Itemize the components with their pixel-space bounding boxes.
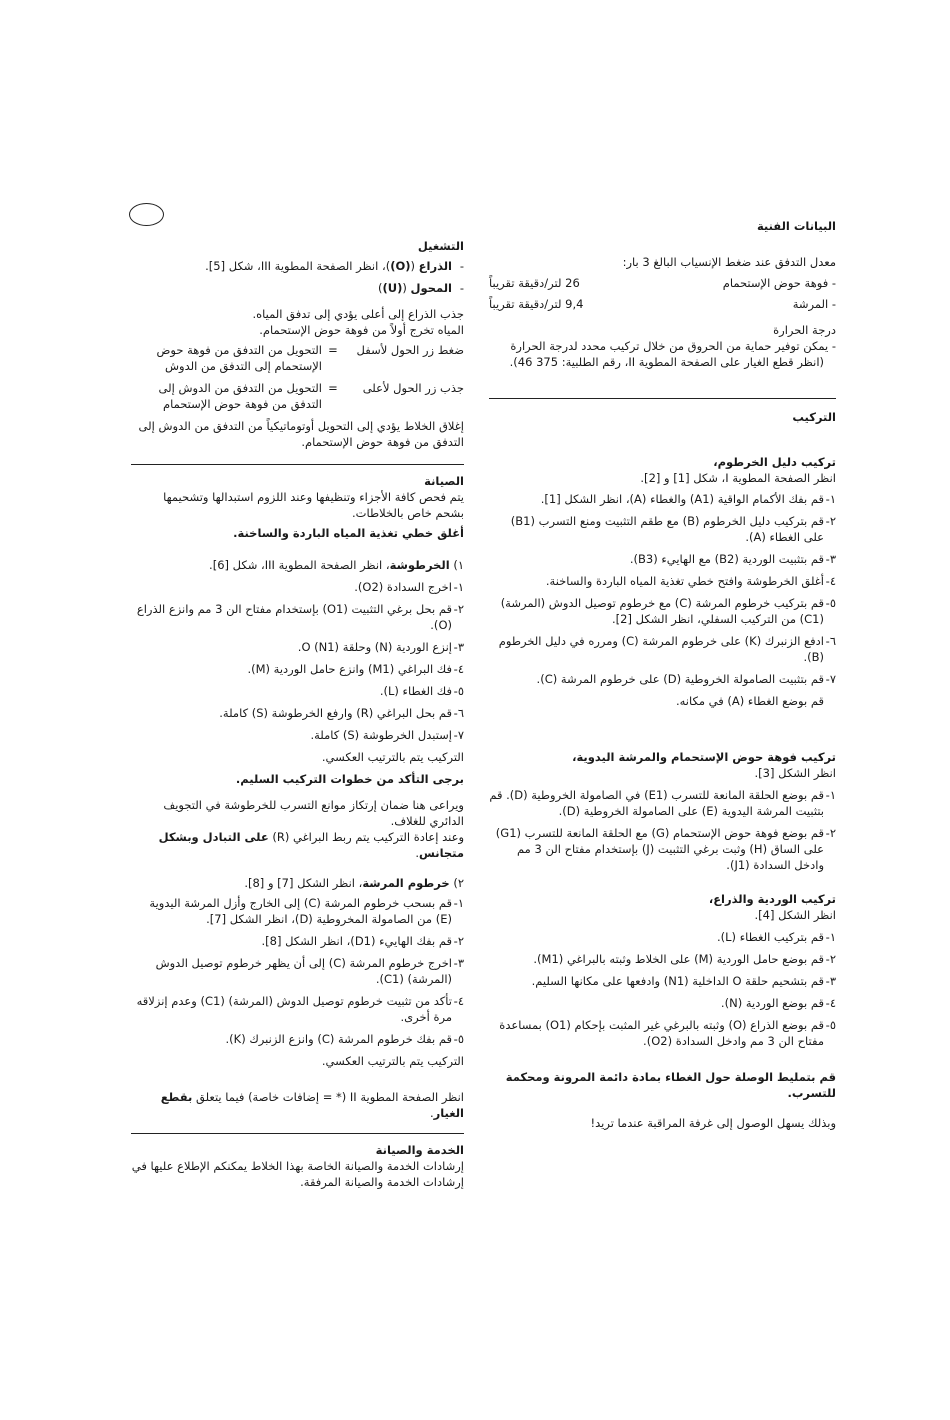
tech-title: البيانات الفنية <box>756 219 836 233</box>
service-title: الخدمة والصيانة <box>375 1143 464 1157</box>
maintenance-intro: يتم فحص كافة الأجزاء وتنظيفها وعند اللزوم استبدالها وتشحيمها بشحم خاص بالخلاطات. <box>163 490 464 520</box>
list-item: ٥- قم بتركيب خرطوم المرشة (C) مع خرطوم توصيل الدوش (المرشة) (C1) من التركيب السفلي، انظر الشكل [2]. <box>500 596 836 626</box>
list-item: ٢- قم بحل برغي التثبيت (O1) بإستخدام مفتاح الن 3 مم وانزع الذراع (O). <box>136 602 464 632</box>
operation-title: التشغيل <box>417 239 464 253</box>
switch-row-down: ضغط زر الحول لأسفل = التحويل من التدفق من فوهة حوض الإستحمام إلى التدفق من الدوش <box>156 343 464 373</box>
temp-note-line1: - يمكن توفير حماية من الحروق من خلال تركيب محدد لدرجة الحرارة <box>510 339 836 353</box>
list-item: ٢- قم بوضع حامل الوردية (M) على الخلاط وثبته بالبراغي (M1). <box>533 952 836 966</box>
list-item: ٦- ادفع الزنبرك (K) على خرطوم المرشة (C) ومرره في دليل الخرطوم (B). <box>498 634 836 664</box>
hose-steps <box>131 895 464 1047</box>
close-supply: أغلق خطي تغذية المياه الباردة والساخنة. <box>233 526 464 540</box>
list-item: ٢- قم بتركيب دليل الخرطوم (B) مع طقم التثبيت ومنع التسرب (B1) على الغطاء (A). <box>510 514 836 544</box>
list-item: ٣- إنزع الوردية (N) وحلقة O (N1). <box>297 640 464 654</box>
list-item: ٢- قم بفك الهاييء (D1)، انظر الشكل [8]. <box>261 934 464 948</box>
seal-note: قم بتمليط الوصلة حول الغطاء بمادة دائمة المرونة ومحكمة للتسرب. <box>505 1070 836 1100</box>
rosette-ref: انظر الشكل [4]. <box>754 908 836 922</box>
rosette-title: تركيب الوردية والذراع، <box>708 892 836 906</box>
language-badge-oval <box>129 203 164 226</box>
tech-intro: معدل التدفق عند ضغط الإنسياب البالغ 3 بار: <box>622 255 836 269</box>
temp-label: درجة الحرارة <box>773 323 836 337</box>
left-column <box>131 238 464 1190</box>
guide-final: قم بوضع الغطاء (A) في مكانه. <box>675 694 824 708</box>
list-item: ٥- قم بفك خرطوم المرشة (C) وانزع الزنبرك (K). <box>225 1032 464 1046</box>
list-item: - المحول ((U)) <box>378 281 464 295</box>
reverse-note-2: التركيب يتم بالترتيب العكسي. <box>321 1054 464 1068</box>
list-item: ١- قم بسحب خرطوم المرشة (C) إلى الخارج وأزل المرشة اليدوية (E) من الصامولة المخروطية (D)، انظر الشكل [7]. <box>149 896 464 926</box>
list-item: ٧- قم بتثبيت الصامولة الخروطية (D) على خرطوم المرشة (C). <box>536 672 836 686</box>
guide-steps <box>489 491 836 687</box>
maintenance-title: الصيانة <box>424 474 464 488</box>
install-title: التركيب <box>792 410 836 424</box>
list-item: ٣- اخرج خرطوم المرشة (C) إلى أن يظهر خرطوم توصيل الدوش (المرشة) (C1). <box>155 956 464 986</box>
access-note: وبذلك يسهل الوصول إلى غرفة المراقبة عندما تريد! <box>590 1116 836 1130</box>
cartridge-heading: ١) الخرطوشة، انظر الصفحة المطوية III، شكل [6]. <box>209 558 464 572</box>
spec-label-shower: - المرشة <box>792 297 836 311</box>
list-item: ٥- فك الغطاء (L). <box>379 684 464 698</box>
list-item: ٤- قم بوضع الوردية (N). <box>720 996 836 1010</box>
check-steps: برجى التأكد من خطوات التركيب السليم. <box>235 772 464 786</box>
operation-p2: المياه تخرج أولاً من فوهة حوض الإستحمام. <box>259 323 464 337</box>
operation-items <box>131 258 464 296</box>
spout-title: تركيب فوهة حوض الإستحمام والمرشة اليدوية، <box>572 750 836 764</box>
list-item: ٤- تأكد من تثبيت خرطوم توصيل الدوش (المرشة) (C1) وعدم إنزلاقه مرة أخرى. <box>136 994 464 1024</box>
hose-heading: ٢) خرطوم المرشة، انظر الشكل [7] و [8]. <box>244 876 464 890</box>
list-item: ٣- قم بتثبيت الوردية (B2) مع الهاييء (B3). <box>629 552 836 566</box>
right-column <box>489 218 836 1131</box>
spec-label-spout: - فوهة حوض الإستحمام <box>722 276 836 290</box>
list-item: ٤- فك البراغي (M1) وانزع حامل الوردية (M). <box>247 662 464 676</box>
spout-ref: انظر الشكل [3]. <box>754 766 836 780</box>
check-note-line1: ويراعى هنا ضمان إرتكاز موانع التسرب للخرطوشة في التجويف الدائري للغلاف. <box>163 798 464 828</box>
operation-p3: إغلاق الخلاط يؤدي إلى التحويل أوتوماتيكياً من التدفق من الدوش إلى التدفق من فوهة حوض الإستحمام. <box>138 419 464 449</box>
spec-value-shower: 9,4 لتر/دقيقة تقريباً <box>489 297 584 311</box>
list-item: ٥- قم بوضع الذراع (O) وثبته بالبرغي غير المثبت بإحكام (O1) بمساعدة مفتاح الن 3 مم وادخل السدادة (O2). <box>499 1018 836 1048</box>
spare-parts-note: انظر الصفحة المطوية II (* = إضافات خاصة) فيما يتعلق بقطع الغيار. <box>160 1090 464 1120</box>
check-note-line2: وعند إعادة التركيب يتم ربط البراغي (R) على التبادل وبشكل متجانس. <box>158 830 464 860</box>
temp-note-line2: (انظر قطع الغيار على الصفحة المطوية II، رقم الطلبية: 375 46). <box>509 355 824 369</box>
list-item: ٧- إستبدل الخرطوشة (S) كاملة. <box>310 728 464 742</box>
list-item: ١- قم بتركيب الغطاء (L). <box>716 930 836 944</box>
rosette-steps <box>489 929 836 1049</box>
guide-title: تركيب دليل الخرطوم، <box>713 455 836 469</box>
list-item: ٣- قم بتشحيم حلقة O الداخلية (N1) وادفعها على مكانها السليم. <box>531 974 836 988</box>
operation-p1: جذب الذراع إلى أعلى يؤدي إلى تدفق المياه. <box>252 307 464 321</box>
spec-value-spout: 26 لتر/دقيقة تقريباً <box>489 276 580 290</box>
list-item: ٢- قم بوضع فوهة حوض الإستحمام (G) مع الحلقة المانعة للتسرب (G1) على الساق (H) وثبت برغي التثبيت (J) بإستخدام مفتاح الن 3 مم وادخل السدادة (J1). <box>495 826 836 872</box>
spec-row-shower <box>489 296 836 312</box>
spout-steps <box>489 787 836 873</box>
list-item: ١- قم بفك الأكمام الواقية (A1) والغطاء (A)، انظر الشكل [1]. <box>540 492 836 506</box>
list-item: - الذراع ((O))، انظر الصفحة المطوية III، شكل [5]. <box>205 259 464 273</box>
switch-row-up: جذب زر الحول لأعلى = التحويل من التدفق من الدوش إلى التدفق من فوهة حوض الإستحمام <box>158 381 464 411</box>
cartridge-steps <box>131 579 464 743</box>
list-item: ١- اخرج السدادة (O2). <box>354 580 464 594</box>
list-item: ٦- قم بحل البراغي (R) وارفع الخرطوشة (S) كاملة. <box>219 706 464 720</box>
list-item: ٤- أغلق الخرطوشة وافتح خطي تغذية المياه الباردة والساخنة. <box>545 574 836 588</box>
list-item: ١- قم بوضع الحلقة المانعة للتسرب (E1) في الصامولة الخروطية (D). قم بتثبيت المرشة اليدوية (E) على الصامولة الخروطية (D). <box>489 788 836 818</box>
reverse-note-1: التركيب يتم بالترتيب العكسي. <box>321 750 464 764</box>
service-text: إرشادات الخدمة والصيانة الخاصة بهذا الخلاط يمكنكم الإطلاع عليها في إرشادات الخدمة والصيانة المرفقة. <box>131 1159 464 1189</box>
guide-ref: انظر الصفحة المطوية I، شكل [1] و [2]. <box>640 471 836 485</box>
spec-row-spout <box>489 275 836 291</box>
